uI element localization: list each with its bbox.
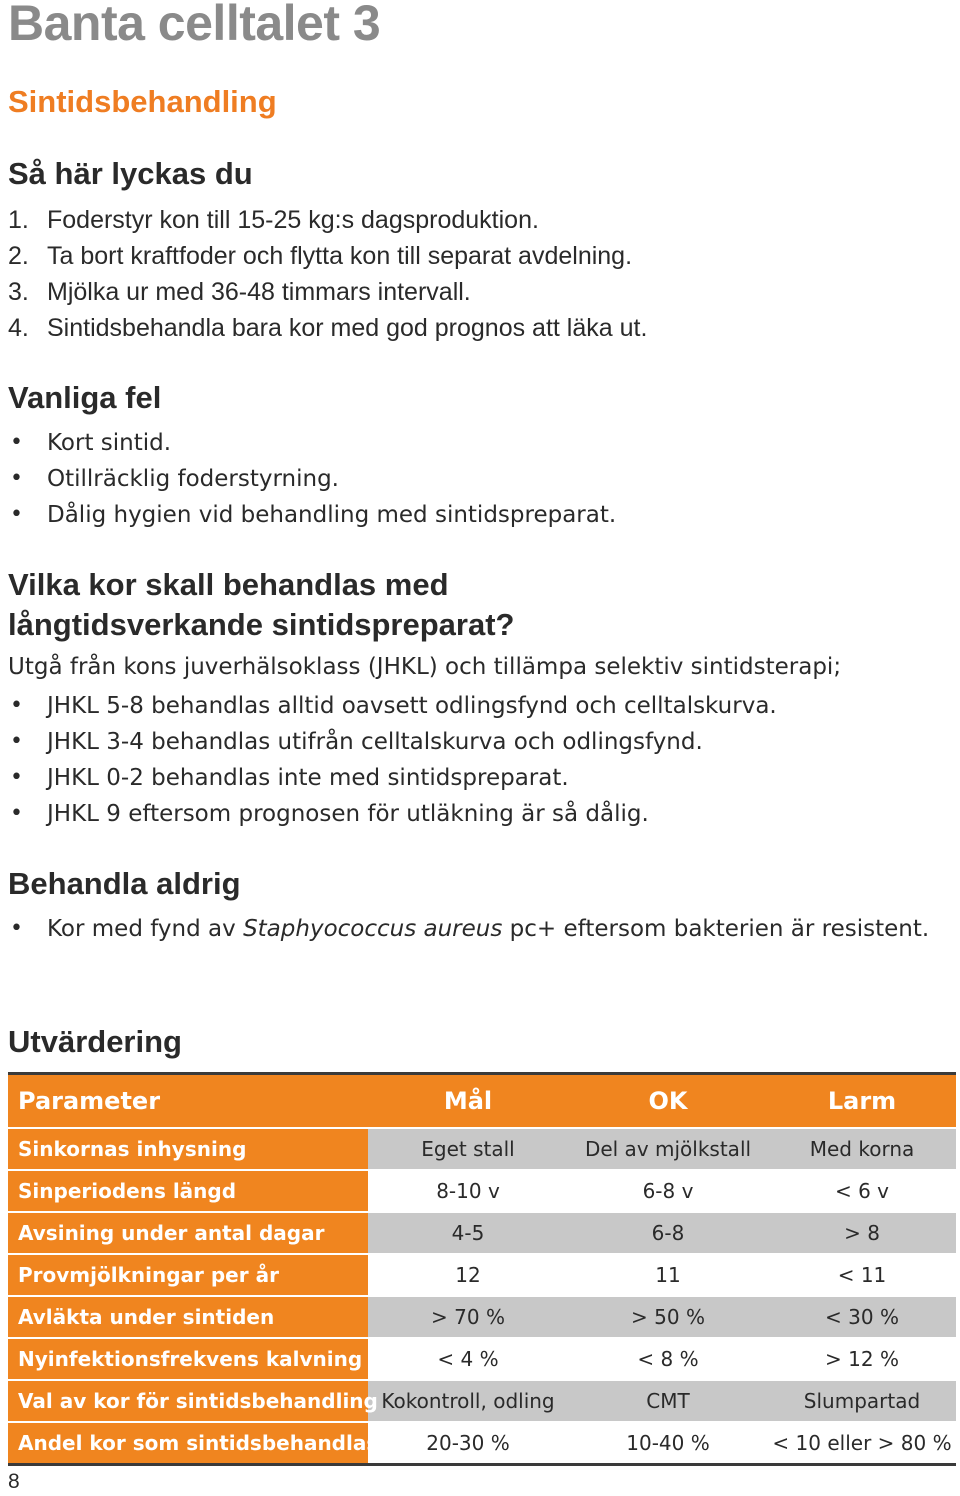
parameter-cell: Val av kor för sintidsbehandling bbox=[8, 1380, 368, 1422]
list-item-text: JHKL 0-2 behandlas inte med sintidspreparat. bbox=[47, 765, 569, 791]
list-item-text: Foderstyr kon till 15-25 kg:s dagsproduktion. bbox=[47, 206, 539, 234]
list-item bbox=[8, 238, 647, 274]
ok-cell: 6-8 v bbox=[568, 1170, 768, 1212]
goal-cell: < 4 % bbox=[368, 1338, 568, 1380]
list-item-text: Ta bort kraftfoder och flytta kon till separat avdelning. bbox=[47, 242, 633, 270]
ok-cell: Del av mjölkstall bbox=[568, 1128, 768, 1170]
table-header-row bbox=[8, 1074, 956, 1129]
column-header: Mål bbox=[368, 1074, 568, 1129]
bullet: • bbox=[10, 466, 23, 491]
goal-cell: Eget stall bbox=[368, 1128, 568, 1170]
list-item-text: JHKL 9 eftersom prognosen för utläkning är så dålig. bbox=[47, 801, 649, 827]
alarm-cell: > 8 bbox=[768, 1212, 956, 1254]
alarm-cell: < 30 % bbox=[768, 1296, 956, 1338]
list-item bbox=[8, 202, 647, 238]
list-item-italic-text: Staphyococcus aureus bbox=[243, 916, 503, 942]
ok-cell: 11 bbox=[568, 1254, 768, 1296]
list-item-text: pc+ eftersom bakterien är resistent. bbox=[502, 916, 930, 942]
ok-cell: 6-8 bbox=[568, 1212, 768, 1254]
evaluation-table bbox=[8, 1072, 956, 1466]
list-item-text: Kor med fynd av bbox=[47, 916, 244, 942]
goal-cell: Kokontroll, odling bbox=[368, 1380, 568, 1422]
parameter-cell: Sinkornas inhysning bbox=[8, 1128, 368, 1170]
goal-cell: > 70 % bbox=[368, 1296, 568, 1338]
parameter-cell: Sinperiodens längd bbox=[8, 1170, 368, 1212]
list-item bbox=[8, 760, 777, 796]
goal-cell: 4-5 bbox=[368, 1212, 568, 1254]
alarm-cell: < 6 v bbox=[768, 1170, 956, 1212]
parameter-cell: Nyinfektionsfrekvens kalvning bbox=[8, 1338, 368, 1380]
ok-cell: 10-40 % bbox=[568, 1422, 768, 1465]
goal-cell: 12 bbox=[368, 1254, 568, 1296]
bullet: • bbox=[10, 765, 23, 790]
list-number: 4. bbox=[8, 314, 29, 342]
bullet: • bbox=[10, 430, 23, 455]
alarm-cell: < 10 eller > 80 % bbox=[768, 1422, 956, 1465]
table-row bbox=[8, 1254, 956, 1296]
list-number: 3. bbox=[8, 278, 29, 306]
list-item-text: Sintidsbehandla bara kor med god prognos att läka ut. bbox=[47, 314, 648, 342]
table-row bbox=[8, 1212, 956, 1254]
which-cows-list bbox=[8, 688, 777, 832]
list-item-text: JHKL 5-8 behandlas alltid oavsett odlingsfynd och celltalskurva. bbox=[47, 693, 777, 719]
mistakes-list bbox=[8, 425, 616, 533]
parameter-cell: Avsining under antal dagar bbox=[8, 1212, 368, 1254]
evaluation-heading: Utvärdering bbox=[8, 1024, 182, 1059]
bullet: • bbox=[10, 916, 23, 941]
list-item bbox=[8, 274, 647, 310]
bullet: • bbox=[10, 801, 23, 826]
list-item-text: Otillräcklig foderstyrning. bbox=[47, 466, 339, 492]
parameter-cell: Provmjölkningar per år bbox=[8, 1254, 368, 1296]
ok-cell: < 8 % bbox=[568, 1338, 768, 1380]
page-number: 8 bbox=[8, 1470, 20, 1493]
success-heading: Så här lyckas du bbox=[8, 156, 253, 191]
which-cows-heading-line2: långtidsverkande sintidspreparat? bbox=[8, 607, 515, 642]
never-heading: Behandla aldrig bbox=[8, 866, 241, 901]
list-item bbox=[8, 688, 777, 724]
parameter-cell: Avläkta under sintiden bbox=[8, 1296, 368, 1338]
column-header: Larm bbox=[768, 1074, 956, 1129]
table-row bbox=[8, 1296, 956, 1338]
table-row bbox=[8, 1128, 956, 1170]
list-item bbox=[8, 724, 777, 760]
which-cows-intro: Utgå från kons juverhälsoklass (JHKL) och tillämpa selektiv sintidsterapi; bbox=[8, 654, 842, 680]
ok-cell: > 50 % bbox=[568, 1296, 768, 1338]
table-row bbox=[8, 1422, 956, 1465]
goal-cell: 8-10 v bbox=[368, 1170, 568, 1212]
alarm-cell: < 11 bbox=[768, 1254, 956, 1296]
list-item-text: JHKL 3-4 behandlas utifrån celltalskurva och odlingsfynd. bbox=[47, 729, 703, 755]
section-subtitle: Sintidsbehandling bbox=[8, 84, 277, 119]
alarm-cell: Med korna bbox=[768, 1128, 956, 1170]
success-list bbox=[8, 202, 647, 346]
list-item-text: Mjölka ur med 36-48 timmars intervall. bbox=[47, 278, 471, 306]
bullet: • bbox=[10, 502, 23, 527]
alarm-cell: > 12 % bbox=[768, 1338, 956, 1380]
parameter-cell: Andel kor som sintidsbehandlas bbox=[8, 1422, 368, 1465]
list-item bbox=[8, 911, 947, 947]
table-row bbox=[8, 1380, 956, 1422]
table-row bbox=[8, 1338, 956, 1380]
list-item bbox=[8, 461, 616, 497]
which-cows-heading-line1: Vilka kor skall behandlas med bbox=[8, 567, 449, 602]
list-item bbox=[8, 497, 616, 533]
list-item-text: Kort sintid. bbox=[47, 430, 172, 456]
list-item bbox=[8, 425, 616, 461]
list-number: 1. bbox=[8, 206, 29, 234]
mistakes-heading: Vanliga fel bbox=[8, 380, 162, 415]
column-header: Parameter bbox=[8, 1074, 368, 1129]
column-header: OK bbox=[568, 1074, 768, 1129]
ok-cell: CMT bbox=[568, 1380, 768, 1422]
table-row bbox=[8, 1170, 956, 1212]
never-list bbox=[8, 911, 947, 947]
list-item-text: Dålig hygien vid behandling med sintidspreparat. bbox=[47, 502, 617, 528]
list-item bbox=[8, 310, 647, 346]
list-item bbox=[8, 796, 777, 832]
list-number: 2. bbox=[8, 242, 29, 270]
goal-cell: 20-30 % bbox=[368, 1422, 568, 1465]
page-title: Banta celltalet 3 bbox=[8, 0, 381, 51]
alarm-cell: Slumpartad bbox=[768, 1380, 956, 1422]
bullet: • bbox=[10, 693, 23, 718]
bullet: • bbox=[10, 729, 23, 754]
